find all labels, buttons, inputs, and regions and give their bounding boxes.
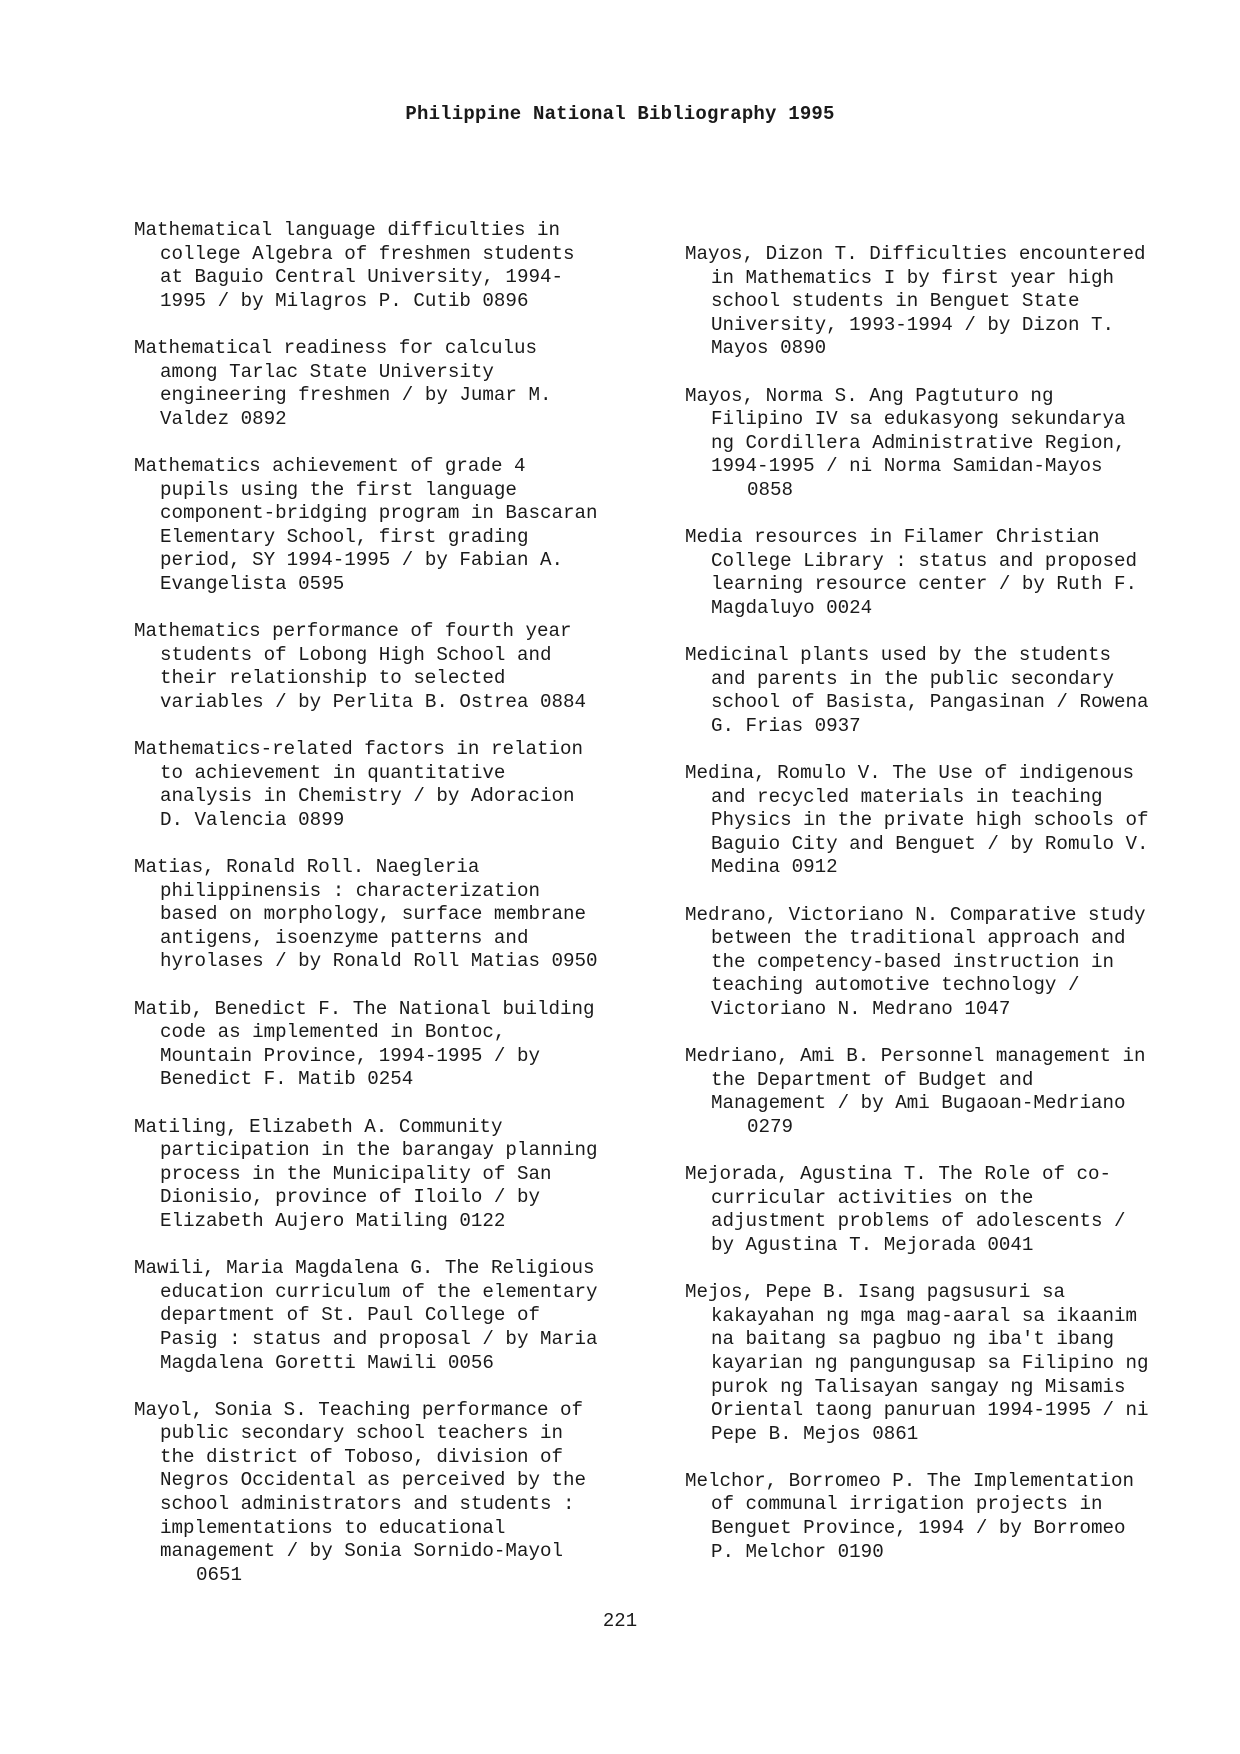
entry-line: and recycled materials in teaching xyxy=(711,785,1103,808)
entry-line: Oriental taong panuruan 1994-1995 / ni xyxy=(711,1399,1149,1422)
entry-line: Mathematics-related factors in relation xyxy=(134,738,584,761)
entry-line: antigens, isoenzyme patterns and xyxy=(160,926,529,949)
right-column xyxy=(685,243,1205,1588)
bibliography-entry xyxy=(685,526,1205,620)
entry-line: analysis in Chemistry / by Adoracion xyxy=(160,785,575,808)
entry-line: management / by Sonia Sornido-Mayol xyxy=(160,1540,564,1563)
entry-line: period, SY 1994-1995 / by Fabian A. xyxy=(160,549,564,572)
entry-line: in Mathematics I by first year high xyxy=(711,266,1115,289)
entry-line: Mawili, Maria Magdalena G. The Religious xyxy=(134,1257,595,1280)
entry-line: hyrolases / by Ronald Roll Matias 0950 xyxy=(160,950,598,973)
entry-line: kakayahan ng mga mag-aaral sa ikaanim xyxy=(711,1304,1138,1327)
entry-line: variables / by Perlita B. Ostrea 0884 xyxy=(160,690,587,713)
entry-line: public secondary school teachers in xyxy=(160,1422,564,1445)
entry-line: college Algebra of freshmen students xyxy=(160,242,575,265)
entry-line: and parents in the public secondary xyxy=(711,667,1115,690)
entry-line: component-bridging program in Bascaran xyxy=(160,502,598,525)
bibliography-entry xyxy=(134,1399,654,1588)
entry-line: College Library : status and proposed xyxy=(711,549,1138,572)
entry-line: by Agustina T. Mejorada 0041 xyxy=(711,1233,1034,1256)
entry-line: Pasig : status and proposal / by Maria xyxy=(160,1327,598,1350)
entry-line: Benedict F. Matib 0254 xyxy=(160,1068,414,1091)
bibliography-entry xyxy=(134,738,654,832)
entry-line: Negros Occidental as perceived by the xyxy=(160,1469,587,1492)
entry-line: Baguio City and Benguet / by Romulo V. xyxy=(711,832,1149,855)
entry-line: P. Melchor 0190 xyxy=(711,1540,884,1563)
entry-line: Mathematics performance of fourth year xyxy=(134,620,572,643)
entry-line: Media resources in Filamer Christian xyxy=(685,526,1100,549)
entry-line: of communal irrigation projects in xyxy=(711,1493,1103,1516)
bibliography-entry xyxy=(134,1116,654,1234)
bibliography-entry xyxy=(685,1470,1205,1564)
entry-line: Mayos 0890 xyxy=(711,337,827,360)
entry-line: kayarian ng pangungusap sa Filipino ng xyxy=(711,1351,1149,1374)
entry-line: 1995 / by Milagros P. Cutib 0896 xyxy=(160,289,529,312)
bibliography-entry xyxy=(134,455,654,597)
entry-line: learning resource center / by Ruth F. xyxy=(711,573,1138,596)
entry-line: school students in Benguet State xyxy=(711,290,1080,313)
bibliography-entry xyxy=(685,1281,1205,1446)
entry-line: Melchor, Borromeo P. The Implementation xyxy=(685,1469,1135,1492)
entry-line: adjustment problems of adolescents / xyxy=(711,1210,1126,1233)
bibliography-entry xyxy=(134,219,654,313)
entry-line: Management / by Ami Bugaoan-Medriano xyxy=(711,1092,1126,1115)
entry-line: participation in the barangay planning xyxy=(160,1139,598,1162)
page-title: Philippine National Bibliography 1995 xyxy=(405,103,835,125)
bibliography-entry xyxy=(685,1163,1205,1257)
entry-number: 0279 xyxy=(747,1115,794,1138)
entry-line: school of Basista, Pangasinan / Rowena xyxy=(711,691,1149,714)
entry-line: philippinensis : characterization xyxy=(160,879,540,902)
bibliography-entry xyxy=(134,337,654,431)
entry-line: code as implemented in Bontoc, xyxy=(160,1021,506,1044)
bibliography-entry xyxy=(134,856,654,974)
entry-line: Mejos, Pepe B. Isang pagsusuri sa xyxy=(685,1281,1065,1304)
entry-line: Mathematical readiness for calculus xyxy=(134,336,538,359)
entry-line: purok ng Talisayan sangay ng Misamis xyxy=(711,1375,1126,1398)
entry-line: their relationship to selected xyxy=(160,667,506,690)
entry-line: Physics in the private high schools of xyxy=(711,809,1149,832)
entry-line: Valdez 0892 xyxy=(160,407,287,430)
entry-line: Medicinal plants used by the students xyxy=(685,644,1112,667)
entry-line: Elizabeth Aujero Matiling 0122 xyxy=(160,1209,506,1232)
bibliography-entry xyxy=(685,385,1205,503)
entry-line: curricular activities on the xyxy=(711,1186,1034,1209)
entry-line: the Department of Budget and xyxy=(711,1068,1034,1091)
entry-line: 1994-1995 / ni Norma Samidan-Mayos xyxy=(711,455,1103,478)
bibliography-entry xyxy=(685,762,1205,880)
entry-line: Magdalena Goretti Mawili 0056 xyxy=(160,1351,494,1374)
entry-line: Dionisio, province of Iloilo / by xyxy=(160,1186,540,1209)
bibliography-entry xyxy=(685,1045,1205,1139)
entry-line: among Tarlac State University xyxy=(160,360,494,383)
entry-line: teaching automotive technology / xyxy=(711,974,1080,997)
bibliography-entry xyxy=(685,243,1205,361)
bibliography-entry xyxy=(134,998,654,1092)
entry-line: Victoriano N. Medrano 1047 xyxy=(711,998,1011,1020)
entry-line: department of St. Paul College of xyxy=(160,1304,540,1327)
bibliography-entry xyxy=(134,1257,654,1375)
entry-line: Medrano, Victoriano N. Comparative study xyxy=(685,903,1146,926)
entry-line: Mayos, Norma S. Ang Pagtuturo ng xyxy=(685,384,1054,407)
entry-line: Mayos, Dizon T. Difficulties encountered xyxy=(685,243,1146,265)
page-number: 221 xyxy=(602,1610,638,1632)
entry-line: Benguet Province, 1994 / by Borromeo xyxy=(711,1517,1126,1540)
entry-line: Filipino IV sa edukasyong sekundarya xyxy=(711,408,1126,431)
entry-line: Pepe B. Mejos 0861 xyxy=(711,1422,919,1445)
entry-line: at Baguio Central University, 1994- xyxy=(160,266,564,289)
entry-line: engineering freshmen / by Jumar M. xyxy=(160,384,552,407)
entry-line: ng Cordillera Administrative Region, xyxy=(711,431,1126,454)
entry-line: Medina 0912 xyxy=(711,856,838,879)
entry-line: pupils using the first language xyxy=(160,478,517,501)
entry-line: D. Valencia 0899 xyxy=(160,808,345,831)
entry-line: Matias, Ronald Roll. Naegleria xyxy=(134,856,480,879)
entry-line: Matiling, Elizabeth A. Community xyxy=(134,1115,503,1138)
entry-line: between the traditional approach and xyxy=(711,927,1126,950)
entry-line: Evangelista 0595 xyxy=(160,572,345,595)
entry-line: the competency-based instruction in xyxy=(711,950,1115,973)
entry-line: students of Lobong High School and xyxy=(160,643,552,666)
entry-line: Medriano, Ami B. Personnel management in xyxy=(685,1045,1146,1068)
entry-number: 0858 xyxy=(747,478,794,501)
entry-line: to achievement in quantitative xyxy=(160,761,506,784)
bibliography-entry xyxy=(685,644,1205,738)
entry-number: 0651 xyxy=(196,1563,243,1586)
entry-line: process in the Municipality of San xyxy=(160,1162,552,1185)
entry-line: Mountain Province, 1994-1995 / by xyxy=(160,1044,540,1067)
entry-line: Mathematics achievement of grade 4 xyxy=(134,454,526,477)
bibliography-entry xyxy=(134,620,654,714)
entry-line: implementations to educational xyxy=(160,1516,506,1539)
entry-line: Mathematical language difficulties in xyxy=(134,219,561,241)
entry-line: the district of Toboso, division of xyxy=(160,1445,564,1468)
entry-line: Elementary School, first grading xyxy=(160,525,529,548)
bibliography-entry xyxy=(685,904,1205,1022)
entry-line: education curriculum of the elementary xyxy=(160,1280,598,1303)
entry-line: based on morphology, surface membrane xyxy=(160,903,587,926)
entry-line: Matib, Benedict F. The National building xyxy=(134,997,595,1020)
entry-line: University, 1993-1994 / by Dizon T. xyxy=(711,313,1115,336)
entry-line: Magdaluyo 0024 xyxy=(711,596,873,619)
entry-line: Medina, Romulo V. The Use of indigenous xyxy=(685,762,1135,785)
left-column xyxy=(134,219,654,1611)
entry-line: school administrators and students : xyxy=(160,1493,575,1516)
entry-line: Mayol, Sonia S. Teaching performance of xyxy=(134,1398,584,1421)
entry-line: Mejorada, Agustina T. The Role of co- xyxy=(685,1163,1112,1186)
entry-line: G. Frias 0937 xyxy=(711,714,861,737)
entry-line: na baitang sa pagbuo ng iba't ibang xyxy=(711,1328,1115,1351)
